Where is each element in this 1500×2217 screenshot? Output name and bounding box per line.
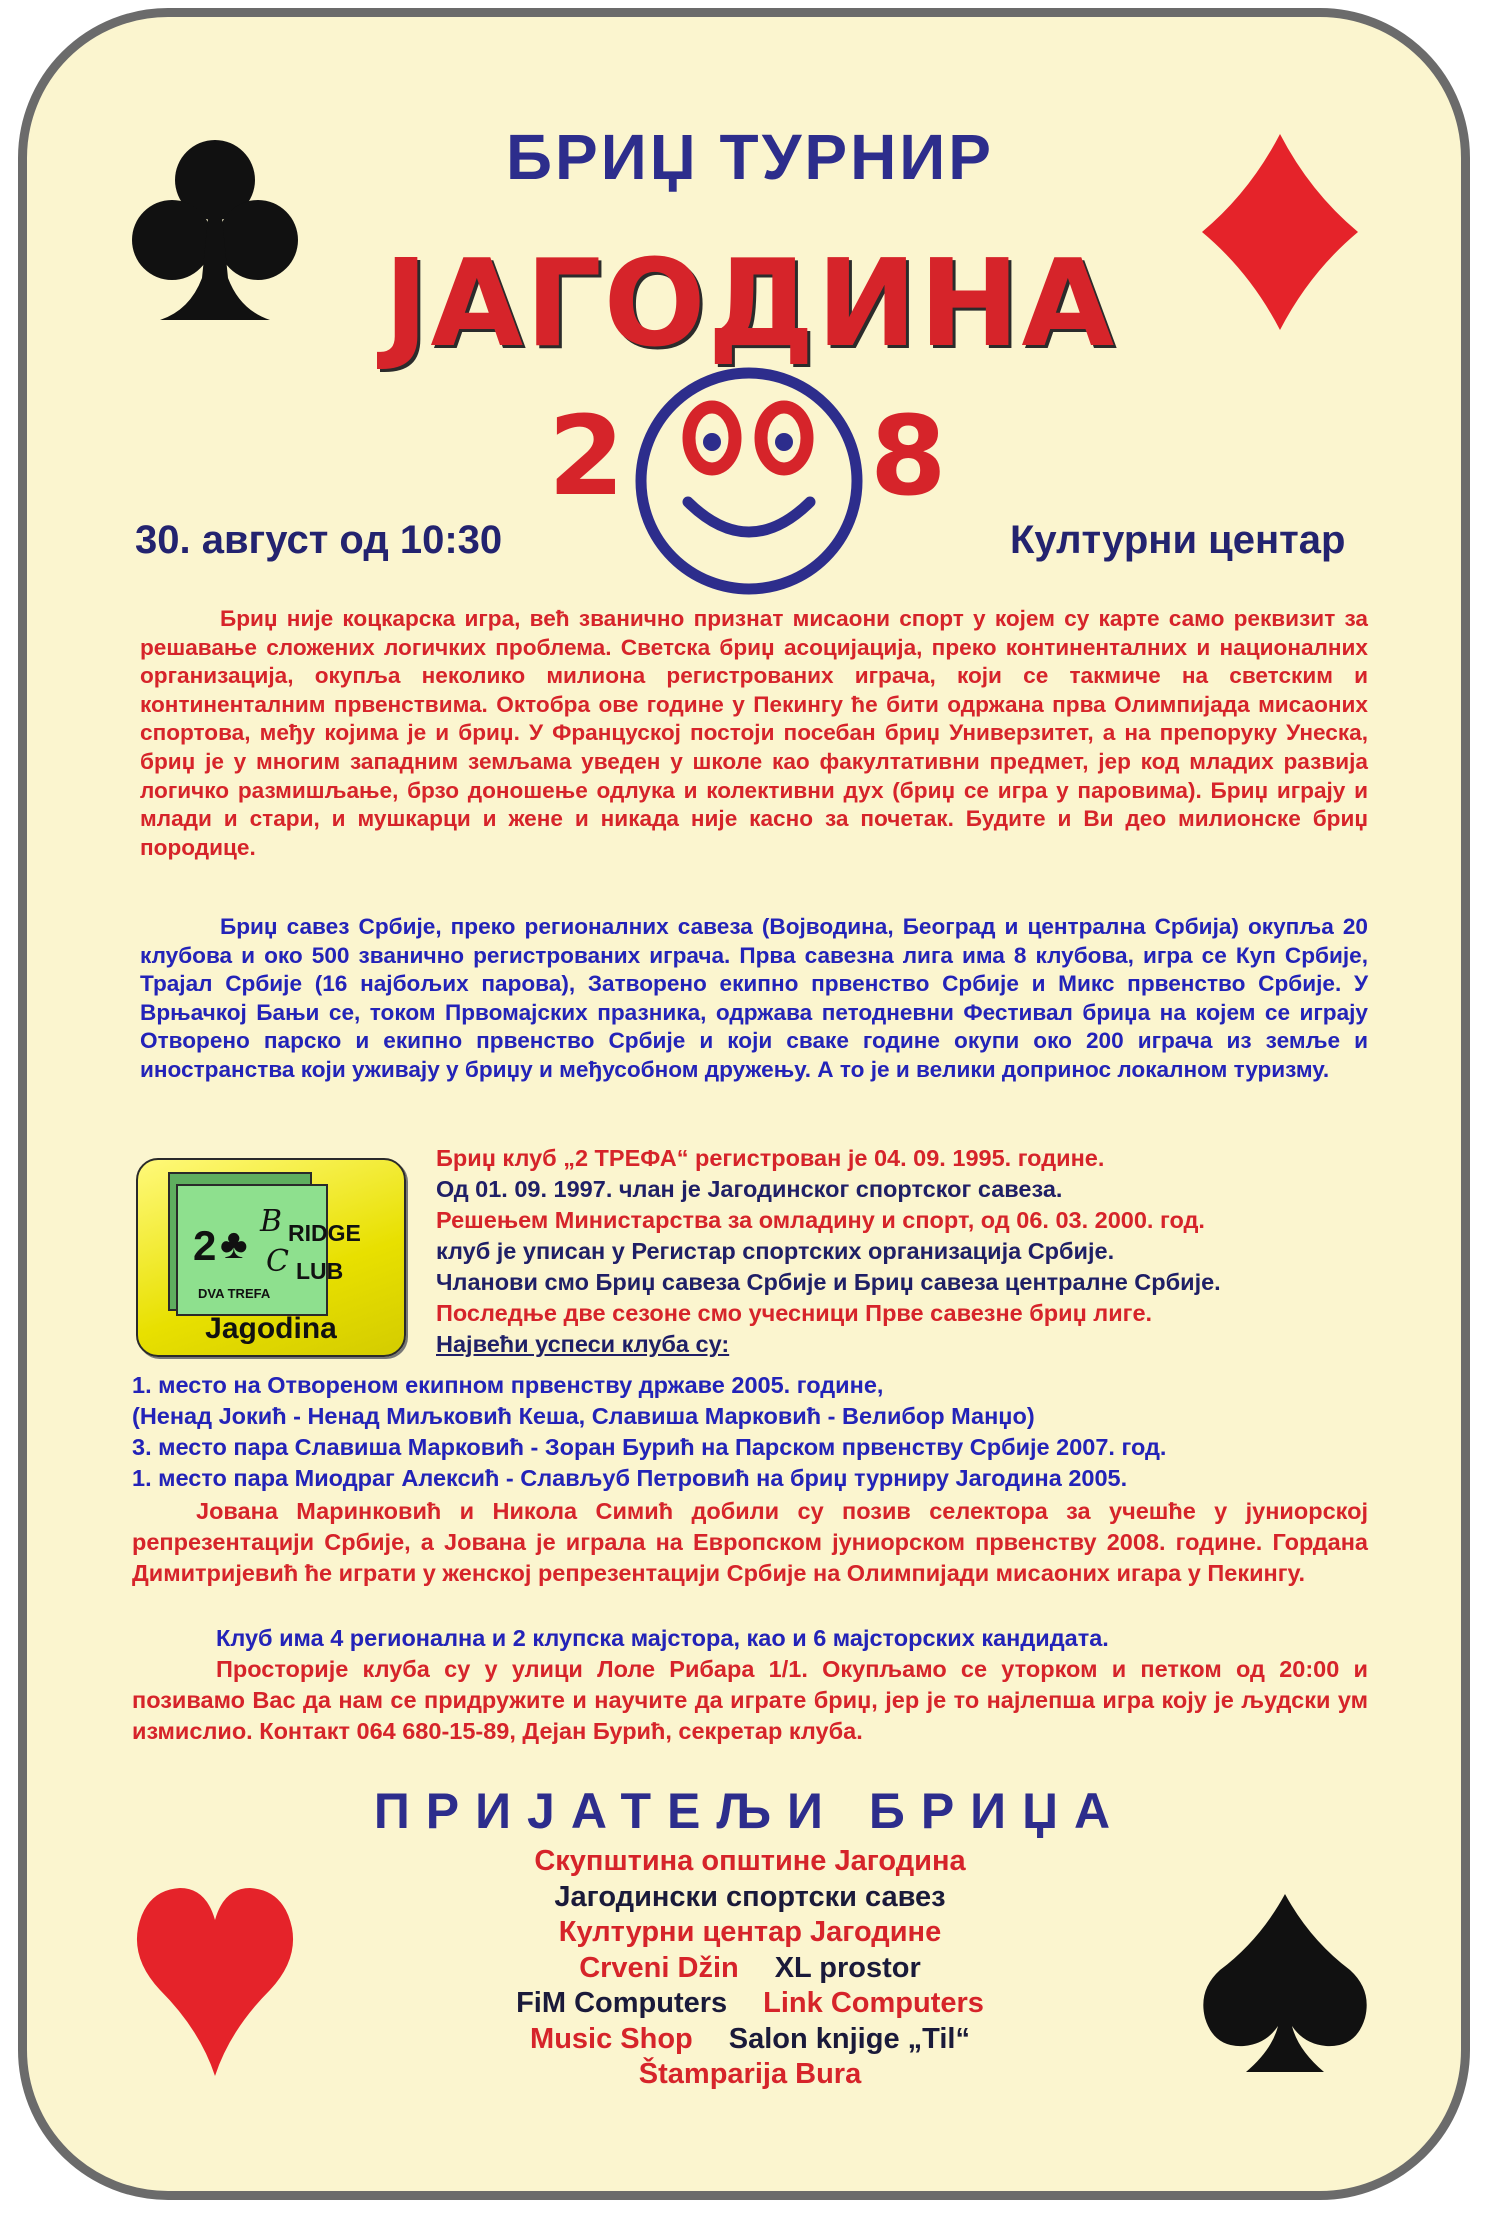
achievement-line: 1. место пара Миодраг Алексић - Слављуб Петровић на бриџ турниру Јагодина 2005. [132,1465,1128,1491]
event-date: 30. август од 10:30 [135,518,503,562]
sponsor-name: Music Shop [530,2022,693,2055]
year-digit-left: 2 [548,392,625,520]
achievement-line: (Ненад Јокић - Ненад Миљковић Кеша, Славиша Марковић - Велибор Манџо) [132,1403,1035,1429]
premises-paragraph: Просторије клуба су у улици Лоле Рибара 1/1. Окупљамо се уторком и петком од 20:00 и позивамо Вас да нам се придружите и научите да играте бриџ, јер је то најлепша игра коју је људски ум измислио. Контакт 064 680-15-89, Дејан Бурић, секретар клуба. [132,1656,1368,1744]
bridge-club-logo [136,1158,406,1357]
friends-title: ПРИЈАТЕЉИ БРИЏА [373,1783,1127,1839]
sponsor-name: Културни центар Јагодине [558,1916,942,1948]
logo-number: 2 [193,1222,217,1269]
club-info-line: Чланови смо Бриџ савеза Србије и Бриџ савеза централне Србије. [436,1269,1221,1295]
event-venue: Културни центар [1010,518,1346,562]
sponsor-name: FiM Computers [516,1987,728,2019]
intro-paragraph: Бриџ није коцкарска игра, већ званично признат мисаони спорт у којем су карте само реквизит за решавање сложених логичких проблема. Светска бриџ асоцијација, преко континенталних и националних организација, окупља неколико милиона регистрованих играча, који се такмиче на светским и континенталним првенствима. Октобра ове године у Пекингу ће бити одржана прва Олимпијада мисаоних спортова, међу којима је и бриџ. У Француској постоји посебан бриџ Универзитет, а на препоруку Унеска, бриџ је у многим западним земљама уведен у школе као факултативни предмет, јер код младих развија логичко размишљање, брзо доношење одлука и колективни дух (бриџ се игра у паровима). Бриџ играју и млади и стари, и мушкарци и жене и никада није касно за почетак. Будите и Ви део милионске бриџ породице. [140,606,1368,860]
sponsor-name: XL prostor [774,1951,921,1984]
sponsor-name: Link Computers [763,1987,984,2019]
juniors-paragraph: Јована Маринковић и Никола Симић добили су позив селектора за учешће у јуниорској репрезентацији Србије, а Јована је играла на Европском јуниорском првенству 2008. године. Гордана Димитријевић ће играти у женској репрезентацији Србије на Олимпијади мисаоних игара у Пекингу. [132,1498,1368,1586]
city-title: ЈАГОДИНА [383,235,1117,374]
sponsor-name: Crveni Džin [579,1951,739,1984]
logo-word-lub: LUB [296,1258,344,1284]
club-info-line: Највећи успеси клуба су: [436,1331,730,1357]
sponsor-row [0,1914,1500,1950]
logo-club-icon: ♣ [220,1220,248,1267]
club-info-line: Од 01. 09. 1997. члан је Јагодинског спортског савеза. [436,1176,1063,1202]
year-digit-right: 8 [870,392,947,520]
logo-letter-c: C [266,1244,289,1279]
sponsor-row [0,2021,1500,2057]
sponsor-name: Salon knjige „Til“ [728,2022,970,2055]
club-info-line: Бриџ клуб „2 ТРЕФА“ регистрован је 04. 09. 1995. године. [436,1145,1105,1171]
smiley-face-icon [630,362,868,600]
sponsor-name: Štamparija Bura [638,2058,862,2090]
sponsor-name: Скупштина општине Јагодина [534,1845,966,1877]
tournament-title: БРИЏ ТУРНИР [506,121,994,193]
club-info-line: Решењем Министарства за омладину и спорт, од 06. 03. 2000. год. [436,1207,1205,1233]
sponsor-row [0,2056,1500,2092]
logo-city: Jagodina [205,1312,337,1345]
masters-line: Клуб има 4 регионална и 2 клупска мајстора, као и 6 мајсторских кандидата. [216,1625,1109,1651]
achievement-line: 3. место пара Славиша Марковић - Зоран Бурић на Парском првенству Србије 2007. год. [132,1434,1167,1460]
club-info-line: Последње две сезоне смо учесници Прве савезне бриџ лиге. [436,1300,1153,1326]
sponsor-row [0,1843,1500,1879]
sponsor-row [0,1950,1500,1986]
logo-subtitle: DVA TREFA [198,1286,271,1301]
club-info-line: клуб је уписан у Регистар спортских организација Србије. [436,1238,1115,1264]
logo-word-ridge: RIDGE [288,1220,361,1246]
federation-paragraph: Бриџ савез Србије, преко регионалних савеза (Војводина, Београд и централна Србија) окупља 20 клубова и око 500 званично регистрованих играча. Прва савезна лига има 8 клубова, игра се Куп Србије, Трајал Србије (16 најбољих парова), Затворено екипно првенство Србије и Микс првенство Србије. У Врњачкој Бањи се, током Првомајских празника, одржава петодневни Фестивал бриџа на којем се играју Отворено парско и екипно првенство Србије и који сваке године окупи око 200 играча из земље и иностранства који уживају у бриџу и међусобном дружењу. А то је и велики допринос локалном туризму. [140,914,1368,1082]
achievement-line: 1. место на Отвореном екипном првенству државе 2005. године, [132,1372,884,1398]
sponsor-row [0,1879,1500,1915]
logo-letter-b: B [260,1204,283,1239]
sponsor-row [0,1985,1500,2021]
sponsor-name: Јагодински спортски савез [554,1880,946,1913]
